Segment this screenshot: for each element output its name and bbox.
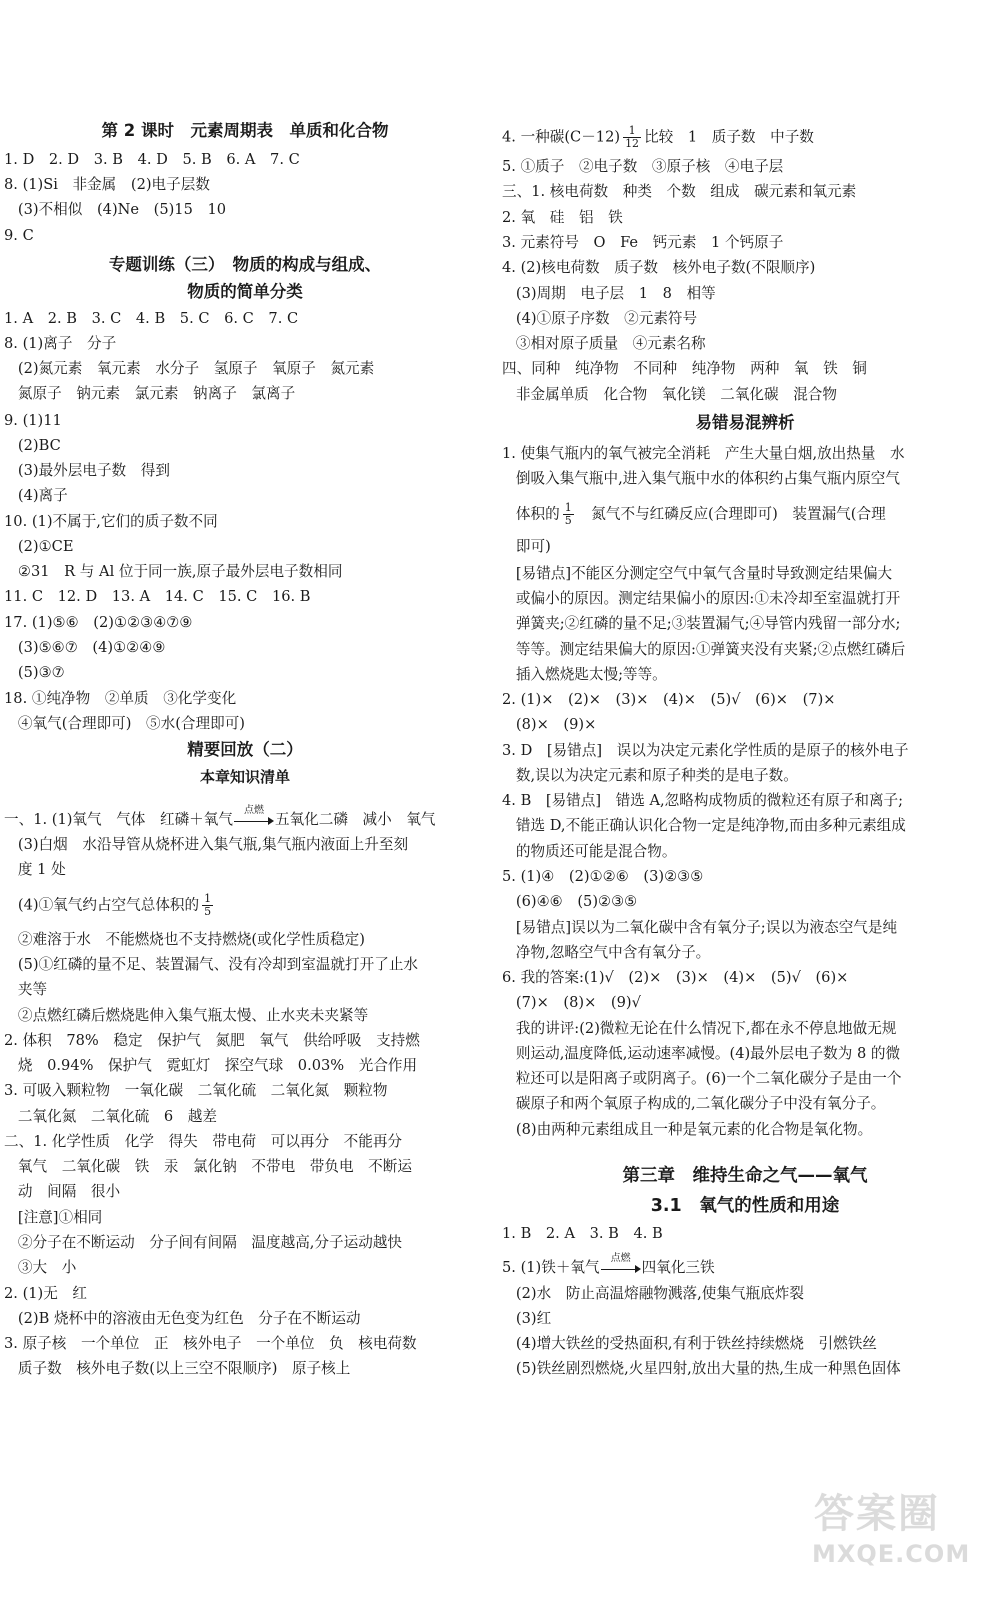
answer-line: (5)①红磷的量不足、装置漏气、没有冷却到室温就打开了止水 (4, 956, 419, 973)
answer-line: 3. 可吸入颗粒物 一氧化碳 二氧化硫 二氧化氮 颗粒物 (4, 1082, 388, 1099)
note-line: 或偏小的原因。测定结果偏小的原因:①未冷却至室温就打开 (502, 590, 901, 607)
equation-text: 5. (1)铁＋氧气 (502, 1259, 600, 1276)
answer-line: 9. (1)11 (4, 412, 62, 429)
answer-line: (4)增大铁丝的受热面积,有利于铁丝持续燃烧 引燃铁丝 (502, 1335, 877, 1352)
answer-line: 二、1. 化学性质 化学 得失 带电荷 可以再分 不能再分 (4, 1133, 403, 1150)
answer-line: ②分子在不断运动 分子间有间隔 温度越高,分子运动越快 (4, 1234, 402, 1251)
note-line: 弹簧夹;②红磷的量不足;③装置漏气;④导管内残留一部分水; (502, 615, 901, 632)
answer-text: (4)①氧气约占空气总体积的 (4, 896, 200, 914)
note-line: 插入燃烧匙太慢;等等。 (502, 666, 667, 683)
note-line: 净物,忽略空气中含有氧分子。 (502, 944, 711, 961)
fraction-numerator: 1 (564, 501, 572, 514)
answer-text: 4. 一种碳(C－12) (502, 128, 621, 146)
fraction-denominator: 12 (625, 137, 640, 150)
answer-line: (2)水 防止高温熔融物溅落,使集气瓶底炸裂 (502, 1285, 804, 1302)
answer-line: (3)白烟 水沿导管从烧杯进入集气瓶,集气瓶内液面上升至刻 (4, 836, 409, 853)
answer-line: 我的讲评:(2)微粒无论在什么情况下,都在永不停息地做无规 (502, 1020, 897, 1037)
equation-line (502, 1253, 715, 1278)
answer-line: 1. D 2. D 3. B 4. D 5. B 6. A 7. C (4, 151, 300, 168)
answer-line: (3)最外层电子数 得到 (4, 462, 170, 479)
answer-line: 2. 体积 78% 稳定 保护气 氮肥 氧气 供给呼吸 支持燃 (4, 1032, 420, 1049)
answer-line: 6. 我的答案:(1)√ (2)× (3)× (4)× (5)√ (6)× (502, 969, 849, 986)
answer-line: 1. 使集气瓶内的氧气被完全消耗 产生大量白烟,放出热量 水 (502, 445, 905, 462)
answer-line: [注意]①相同 (4, 1209, 103, 1226)
answer-line: 5. (1)④ (2)①②⑥ (3)②③⑤ (502, 868, 704, 885)
answer-line: 2. (1)无 红 (4, 1285, 88, 1302)
answer-line: (2)氮元素 氧元素 水分子 氢原子 氧原子 氮元素 (4, 360, 375, 377)
answer-line: 11. C 12. D 13. A 14. C 15. C 16. B (4, 588, 311, 605)
answer-line: (3)周期 电子层 1 8 相等 (502, 285, 716, 302)
answer-line: 8. (1)Si 非金属 (2)电子层数 (4, 176, 210, 193)
answer-line: 1. B 2. A 3. B 4. B (502, 1225, 663, 1242)
answer-line: 17. (1)⑤⑥ (2)①②③④⑦⑨ (4, 614, 193, 631)
answer-line: (2)BC (4, 437, 61, 454)
answer-line: (3)不相似 (4)Ne (5)15 10 (4, 201, 227, 218)
fraction (623, 125, 641, 150)
answer-line: (3)红 (502, 1310, 552, 1327)
answer-line: 3. 元素符号 O Fe 钙元素 1 个钙原子 (502, 234, 784, 251)
subsection-heading: 本章知识清单 (199, 768, 290, 786)
answer-line: 碳原子和两个氧原子构成的,二氧化碳分子中没有氧分子。 (502, 1095, 886, 1112)
section-heading: 专题训练（三） 物质的构成与组成、 (108, 255, 382, 274)
watermark-url: MXQE.COM (812, 1540, 971, 1568)
note-line: 等等。测定结果偏大的原因:①弹簧夹没有夹紧;②点燃红磷后 (502, 641, 906, 658)
watermark-logo (808, 1478, 978, 1588)
fraction-line (4, 893, 216, 918)
answer-line: 2. 氧 硅 铝 铁 (502, 209, 623, 226)
note-line: [易错点]误以为二氧化碳中含有氧分子;误以为液态空气是纯 (502, 919, 898, 936)
equation-text: 五氧化二磷 减小 氧气 (274, 811, 436, 828)
answer-line: (2)①CE (4, 538, 74, 555)
answer-line: (4)离子 (4, 487, 68, 504)
answer-line: 即可) (502, 538, 551, 555)
answer-line: ③大 小 (4, 1259, 77, 1276)
answer-line: (3)⑤⑥⑦ (4)①②④⑨ (4, 639, 166, 656)
answer-line: 10. (1)不属于,它们的质子数不同 (4, 513, 218, 530)
answer-line: 氮原子 钠元素 氯元素 钠离子 氯离子 (4, 385, 296, 402)
fraction-numerator: 1 (623, 125, 641, 138)
equation-text: 一、1. (1)氧气 气体 红磷＋氧气 (4, 811, 233, 828)
answer-line: (5)③⑦ (4, 664, 65, 681)
answer-line: 则运动,温度降低,运动速率减慢。(4)最外层电子数为 8 的微 (502, 1045, 901, 1062)
answer-line: 2. (1)× (2)× (3)× (4)× (5)√ (6)× (7)× (502, 691, 836, 708)
answer-line: (6)④⑥ (5)②③⑤ (502, 893, 638, 910)
answer-line: 数,误以为决定元素和原子种类的是电子数。 (502, 767, 798, 784)
answer-line: ②难溶于水 不能燃烧也不支持燃烧(或化学性质稳定) (4, 931, 365, 948)
answer-line: ②点燃红磷后燃烧匙伸入集气瓶太慢、止水夹未夹紧等 (4, 1007, 369, 1024)
answer-line: 氧气 二氧化碳 铁 汞 氯化钠 不带电 带负电 不断运 (4, 1158, 412, 1175)
fraction-line (502, 125, 814, 150)
answer-line: 错选 D,不能正确认识化合物一定是纯净物,而由多种元素组成 (502, 817, 906, 834)
fraction (563, 502, 574, 527)
answer-line: 烧 0.94% 保护气 霓虹灯 探空气球 0.03% 光合作用 (4, 1057, 418, 1074)
reaction-arrow-icon (234, 805, 274, 830)
fraction-numerator: 1 (204, 892, 212, 905)
reaction-condition: 点燃 (610, 1253, 631, 1264)
answer-line: 四、同种 纯净物 不同种 纯净物 两种 氧 铁 铜 (502, 360, 867, 377)
fraction (202, 893, 213, 918)
answer-line: (8)× (9)× (502, 716, 597, 733)
reaction-condition: 点燃 (243, 805, 264, 816)
section-heading: 易错易混辨析 (695, 413, 795, 432)
answer-line: 3. D [易错点] 误以为决定元素化学性质的是原子的核外电子 (502, 742, 909, 759)
answer-line: 4. (2)核电荷数 质子数 核外电子数(不限顺序) (502, 259, 816, 276)
answer-line: 18. ①纯净物 ②单质 ③化学变化 (4, 690, 237, 707)
note-line: [易错点]不能区分测定空气中氧气含量时导致测定结果偏大 (502, 565, 893, 582)
section-heading: 精要回放（二） (187, 740, 303, 759)
answer-line: 质子数 核外电子数(以上三空不限顺序) 原子核上 (4, 1360, 351, 1377)
answer-line: (5)铁丝剧烈燃烧,火星四射,放出大量的热,生成一种黑色固体 (502, 1360, 901, 1377)
answer-line: (4)①原子序数 ②元素符号 (502, 310, 698, 327)
answer-line: (7)× (8)× (9)√ (502, 994, 641, 1011)
equation-line (4, 805, 436, 830)
answer-text: 比较 1 质子数 中子数 (644, 128, 814, 146)
watermark-text: 答案圈 (814, 1491, 940, 1537)
fraction-denominator: 5 (564, 514, 572, 527)
answer-line: (2)B 烧杯中的溶液由无色变为红色 分子在不断运动 (4, 1310, 361, 1327)
answer-line: 动 间隔 很小 (4, 1183, 121, 1200)
answer-line: 8. (1)离子 分子 (4, 335, 117, 352)
fraction-line (502, 502, 886, 527)
reaction-arrow-icon (601, 1253, 641, 1278)
answer-line: 三、1. 核电荷数 种类 个数 组成 碳元素和氧元素 (502, 183, 857, 200)
answer-line: 1. A 2. B 3. C 4. B 5. C 6. C 7. C (4, 310, 299, 327)
section-heading: 物质的简单分类 (187, 282, 303, 301)
answer-line: ③相对原子质量 ④元素名称 (502, 335, 706, 352)
answer-line: 5. ①质子 ②电子数 ③原子核 ④电子层 (502, 158, 784, 175)
answer-line: 倒吸入集气瓶中,进入集气瓶中水的体积约占集气瓶内原空气 (502, 470, 900, 487)
answer-line: 的物质还可能是混合物。 (502, 843, 677, 860)
section-heading: 3.1 氧气的性质和用途 (650, 1196, 840, 1216)
answer-line: (8)由两种元素组成且一种是氧元素的化合物是氧化物。 (502, 1121, 873, 1138)
answer-text: 氮气不与红磷反应(合理即可) 装置漏气(合理 (576, 505, 886, 523)
answer-line: 二氧化氮 二氧化硫 6 越差 (4, 1108, 217, 1125)
answer-line: 度 1 处 (4, 861, 66, 878)
answer-line: 粒还可以是阳离子或阴离子。(6)一个二氧化碳分子是由一个 (502, 1070, 902, 1087)
answer-line: ④氧气(合理即可) ⑤水(合理即可) (4, 715, 246, 732)
answer-line: ②31 R 与 Al 位于同一族,原子最外层电子数相同 (4, 563, 343, 580)
section-heading: 第 2 课时 元素周期表 单质和化合物 (101, 121, 389, 140)
chapter-heading: 第三章 维持生命之气——氧气 (622, 1166, 868, 1186)
answer-text: 体积的 (502, 505, 560, 523)
answer-line: 4. B [易错点] 错选 A,忽略构成物质的微粒还有原子和离子; (502, 792, 904, 809)
equation-text: 四氧化三铁 (641, 1259, 715, 1276)
answer-line: 夹等 (4, 981, 48, 998)
fraction-denominator: 5 (204, 905, 212, 918)
answer-line: 非金属单质 化合物 氧化镁 二氧化碳 混合物 (502, 386, 837, 403)
answer-line: 3. 原子核 一个单位 正 核外电子 一个单位 负 核电荷数 (4, 1335, 417, 1352)
answer-line: 9. C (4, 227, 34, 244)
